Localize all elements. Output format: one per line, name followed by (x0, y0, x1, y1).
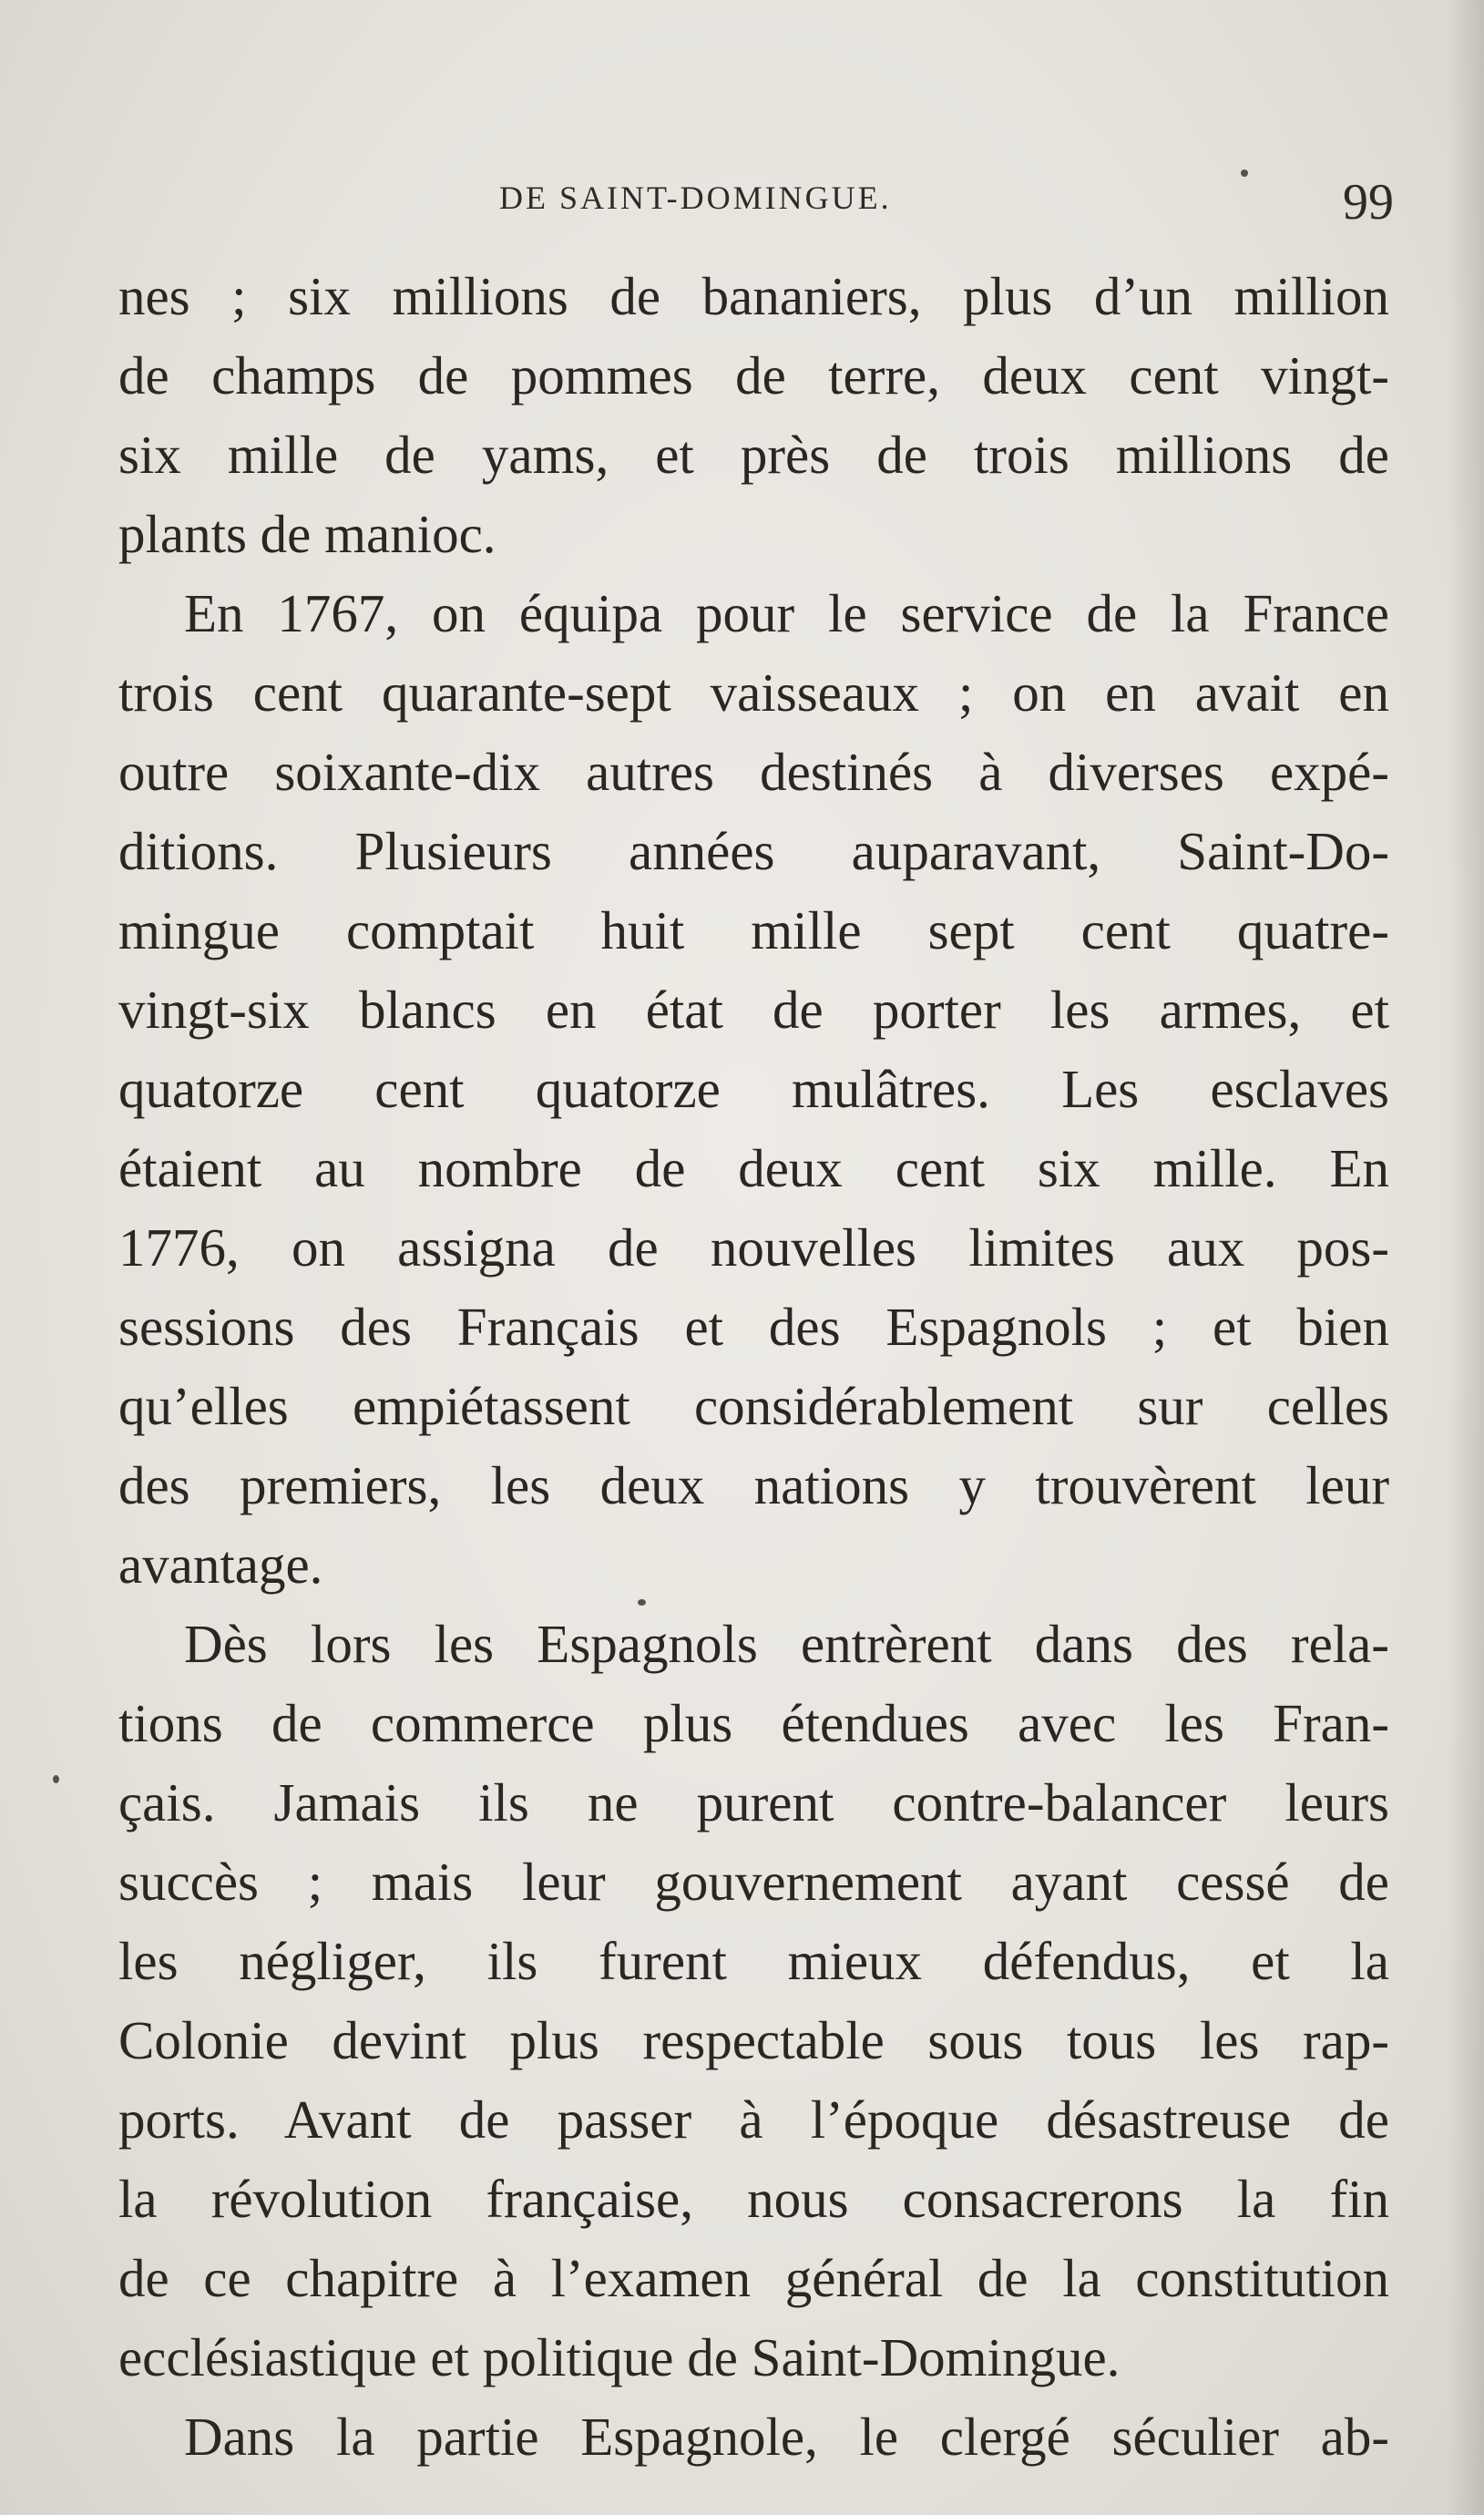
text-line: ditions. Plusieurs années auparavant, Saint-Do- (118, 821, 1389, 881)
text-line: succès ; mais leur gouvernement ayant cessé de (118, 1852, 1389, 1912)
text-line: trois cent quarante-sept vaisseaux ; on en avait en (118, 662, 1389, 723)
running-head: DE SAINT-DOMINGUE. (499, 180, 892, 216)
text-line: quatorze cent quatorze mulâtres. Les esclaves (118, 1059, 1389, 1119)
text-line: vingt-six blancs en état de porter les armes, et (118, 980, 1389, 1040)
paragraph-start-line: Dans la partie Espagnole, le clergé séculier ab- (184, 2407, 1389, 2467)
text-line: six mille de yams, et près de trois millions de (118, 425, 1389, 485)
text-line: çais. Jamais ils ne purent contre-balancer leurs (118, 1772, 1389, 1832)
text-line: 1776, on assigna de nouvelles limites aux pos- (118, 1217, 1389, 1278)
text-line: des premiers, les deux nations y trouvèrent leur (118, 1455, 1389, 1515)
paper-speck (638, 1599, 646, 1606)
page-edge-shadow (1448, 0, 1484, 2515)
text-line: ports. Avant de passer à l’époque désastreuse de (118, 2089, 1389, 2150)
text-line: sessions des Français et des Espagnols ; et bien (118, 1297, 1389, 1357)
text-line: la révolution française, nous consacrerons la fin (118, 2169, 1389, 2229)
text-line: nes ; six millions de bananiers, plus d’un million (118, 266, 1389, 326)
text-line: plants de manioc. (118, 504, 496, 564)
paragraph-start-line: Dès lors les Espagnols entrèrent dans des rela- (184, 1614, 1389, 1674)
text-line: outre soixante-dix autres destinés à diverses expé- (118, 742, 1389, 802)
text-line: qu’elles empiétassent considérablement sur celles (118, 1376, 1389, 1436)
text-line: étaient au nombre de deux cent six mille. En (118, 1138, 1389, 1198)
text-line: les négliger, ils furent mieux défendus, et la (118, 1931, 1389, 1991)
text-line: de champs de pommes de terre, deux cent vingt- (118, 345, 1389, 405)
text-line: avantage. (118, 1535, 323, 1595)
text-line: Colonie devint plus respectable sous tous les rap- (118, 2010, 1389, 2070)
page-header (118, 173, 1394, 231)
paper-speck (1241, 169, 1248, 177)
body-text (118, 257, 1389, 2477)
text-line: de ce chapitre à l’examen général de la constitution (118, 2248, 1389, 2308)
text-line: mingue comptait huit mille sept cent quatre- (118, 900, 1389, 960)
text-line: tions de commerce plus étendues avec les Fran- (118, 1693, 1389, 1753)
page-number: 99 (1343, 174, 1394, 231)
paper-speck (53, 1775, 59, 1783)
text-line: ecclésiastique et politique de Saint-Domingue. (118, 2327, 1121, 2387)
paragraph-start-line: En 1767, on équipa pour le service de la France (184, 583, 1389, 643)
